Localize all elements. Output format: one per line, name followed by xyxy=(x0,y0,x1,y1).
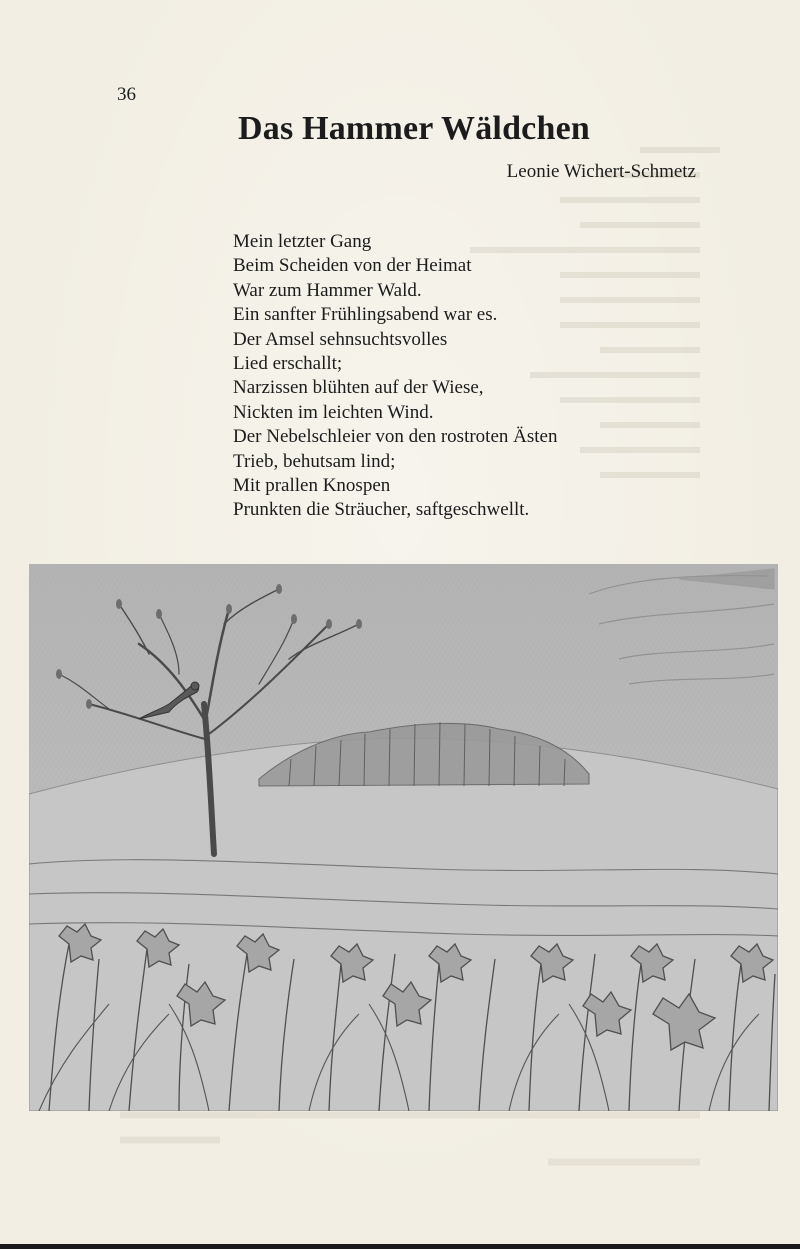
poem-line: Mein letzter Gang xyxy=(233,231,372,252)
poem-line: Narzissen blühten auf der Wiese, xyxy=(233,377,484,399)
poem-title: Das Hammer Wäldchen xyxy=(238,110,590,147)
poem-line: Lied erschallt; xyxy=(233,353,343,375)
meadow-drawing xyxy=(29,564,778,1111)
hill xyxy=(29,738,778,1111)
poem-line: Nickten im leichten Wind. xyxy=(233,401,434,423)
poem-line: Prunkten die Sträucher, saftgeschwellt. xyxy=(233,499,530,521)
poem-line: Trieb, behutsam lind; xyxy=(233,450,396,472)
page-number: 36 xyxy=(117,84,136,105)
scan-edge xyxy=(0,1244,800,1249)
poem-line: Der Nebelschleier von den rostroten Ästen xyxy=(233,426,558,448)
pencil-illustration xyxy=(29,564,778,1111)
poem-line: War zum Hammer Wald. xyxy=(233,279,422,301)
poem-body xyxy=(233,230,557,523)
poem-line: Beim Scheiden von der Heimat xyxy=(233,255,472,277)
poem-line: Der Amsel sehnsuchtsvolles xyxy=(233,328,448,350)
poem-line: Mit prallen Knospen xyxy=(233,475,391,497)
poem-line: Ein sanfter Frühlingsabend war es. xyxy=(233,304,498,326)
poem-author: Leonie Wichert-Schmetz xyxy=(506,161,696,182)
